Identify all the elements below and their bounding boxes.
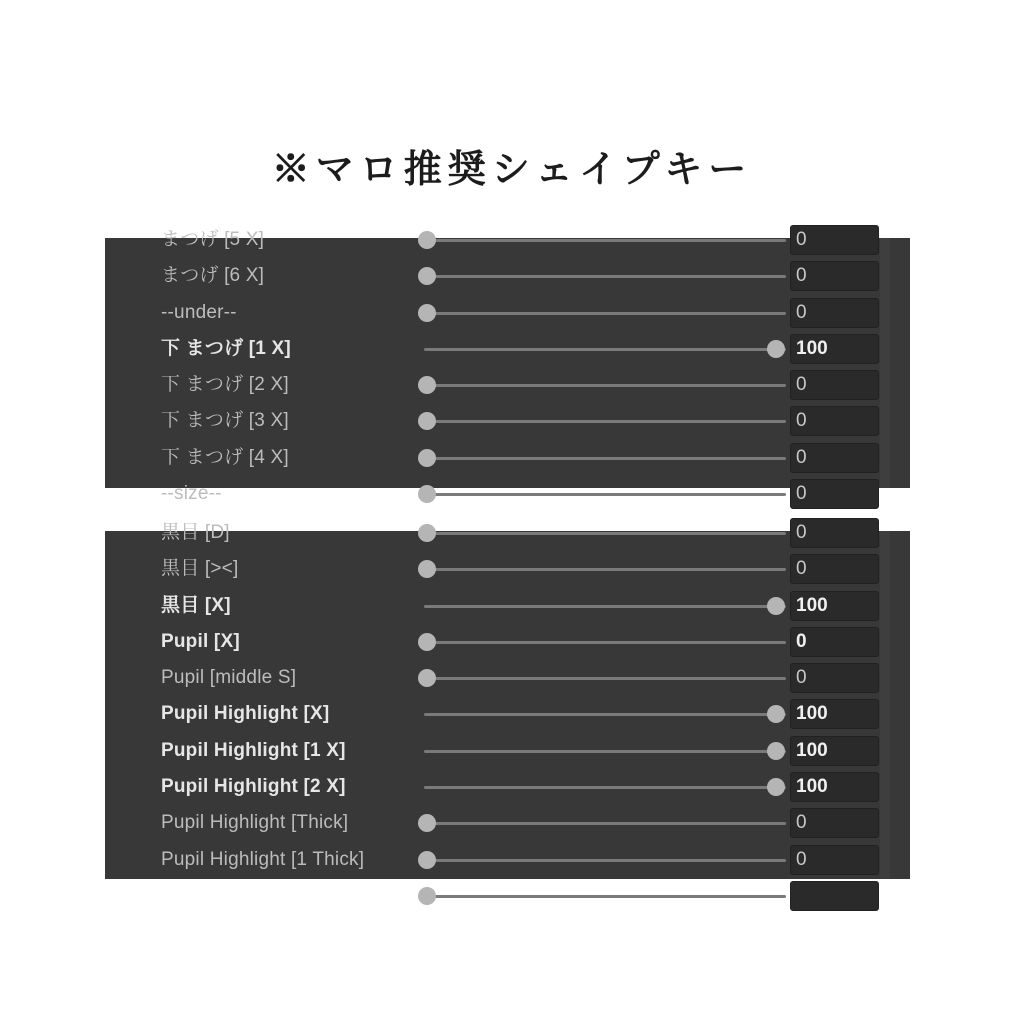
blendshape-row: [105, 295, 910, 331]
blendshape-value-field[interactable]: 0: [790, 845, 879, 875]
blendshape-value-field[interactable]: 0: [790, 808, 879, 838]
slider-thumb[interactable]: [418, 633, 436, 651]
blendshape-slider[interactable]: [418, 222, 782, 258]
blendshape-slider[interactable]: [418, 624, 782, 660]
slider-track[interactable]: [424, 895, 786, 898]
slider-thumb[interactable]: [418, 560, 436, 578]
blendshape-panel-pupils: [105, 522, 910, 879]
blendshape-row: [105, 440, 910, 476]
blendshape-label: 黒目 [D]: [161, 522, 230, 543]
blendshape-label: まつげ [5 X]: [161, 229, 265, 250]
blendshape-value-field[interactable]: 0: [790, 225, 879, 255]
slider-thumb[interactable]: [418, 449, 436, 467]
slider-thumb[interactable]: [767, 597, 785, 615]
slider-thumb[interactable]: [418, 669, 436, 687]
blendshape-label: Pupil Highlight [1 Thick]: [161, 848, 365, 870]
slider-track[interactable]: [424, 457, 786, 460]
slider-track[interactable]: [424, 750, 786, 753]
blendshape-slider[interactable]: [418, 588, 782, 624]
blendshape-slider[interactable]: [418, 769, 782, 805]
scrollbar[interactable]: [880, 531, 890, 879]
blendshape-panel-eyelashes: [105, 229, 910, 505]
slider-thumb[interactable]: [418, 231, 436, 249]
slider-thumb[interactable]: [418, 267, 436, 285]
blendshape-slider[interactable]: [418, 403, 782, 439]
blendshape-value-field[interactable]: 100: [790, 772, 879, 802]
slider-thumb[interactable]: [418, 304, 436, 322]
blendshape-row: [105, 331, 910, 367]
blendshape-label: まつげ [6 X]: [161, 265, 265, 287]
slider-thumb[interactable]: [418, 851, 436, 869]
slider-thumb[interactable]: [418, 887, 436, 905]
blendshape-value-field[interactable]: 0: [790, 298, 879, 328]
slider-thumb[interactable]: [418, 814, 436, 832]
blendshape-row: [105, 588, 910, 624]
blendshape-label: 下 まつげ [2 X]: [161, 374, 289, 396]
blendshape-value-field[interactable]: 0: [790, 479, 879, 509]
blendshape-row: [105, 733, 910, 769]
slider-track[interactable]: [424, 677, 786, 680]
blendshape-value-field[interactable]: 100: [790, 699, 879, 729]
blendshape-value-field[interactable]: 0: [790, 554, 879, 584]
slider-thumb[interactable]: [418, 524, 436, 542]
blendshape-value-field[interactable]: [790, 881, 879, 911]
blendshape-value-field[interactable]: 100: [790, 736, 879, 766]
slider-track[interactable]: [424, 420, 786, 423]
blendshape-slider[interactable]: [418, 805, 782, 841]
blendshape-list: [105, 222, 910, 512]
slider-track[interactable]: [424, 822, 786, 825]
slider-track[interactable]: [424, 605, 786, 608]
slider-thumb[interactable]: [418, 412, 436, 430]
blendshape-label: Pupil Highlight [2 X]: [161, 776, 346, 798]
blendshape-value-field[interactable]: 0: [790, 406, 879, 436]
blendshape-label: Pupil [middle S]: [161, 667, 297, 689]
slider-track[interactable]: [424, 275, 786, 278]
slider-track[interactable]: [424, 384, 786, 387]
blendshape-label: Pupil Highlight [X]: [161, 703, 330, 725]
slider-track[interactable]: [424, 568, 786, 571]
slider-track[interactable]: [424, 312, 786, 315]
slider-track[interactable]: [424, 713, 786, 716]
blendshape-row: [105, 624, 910, 660]
blendshape-row: [105, 476, 910, 512]
blendshape-label: 下 まつげ [3 X]: [161, 410, 289, 432]
blendshape-label: Pupil [X]: [161, 630, 240, 652]
blendshape-slider[interactable]: [418, 733, 782, 769]
slider-thumb[interactable]: [767, 705, 785, 723]
slider-track[interactable]: [424, 532, 786, 535]
slider-track[interactable]: [424, 239, 786, 242]
slider-thumb[interactable]: [767, 742, 785, 760]
blendshape-value-field[interactable]: 100: [790, 334, 879, 364]
blendshape-slider[interactable]: [418, 696, 782, 732]
slider-track[interactable]: [424, 641, 786, 644]
blendshape-row: [105, 660, 910, 696]
blendshape-label: Pupil Highlight [Thick]: [161, 812, 349, 834]
blendshape-slider[interactable]: [418, 331, 782, 367]
blendshape-slider[interactable]: [418, 515, 782, 551]
blendshape-slider[interactable]: [418, 660, 782, 696]
blendshape-label: Pupil Highlight [1 X]: [161, 739, 346, 761]
blendshape-value-field[interactable]: 0: [790, 261, 879, 291]
blendshape-value-field[interactable]: 0: [790, 443, 879, 473]
blendshape-value-field[interactable]: 0: [790, 627, 879, 657]
blendshape-label: --size--: [161, 483, 222, 505]
blendshape-slider[interactable]: [418, 878, 782, 914]
slider-track[interactable]: [424, 493, 786, 496]
blendshape-row: [105, 515, 910, 551]
blendshape-label: 黒目 [X]: [161, 594, 231, 616]
slider-track[interactable]: [424, 786, 786, 789]
blendshape-label: 下 まつげ [4 X]: [161, 446, 289, 468]
slider-thumb[interactable]: [418, 485, 436, 503]
slider-thumb[interactable]: [767, 778, 785, 796]
blendshape-row: [105, 842, 910, 878]
blendshape-list: [105, 515, 910, 914]
blendshape-row: [105, 367, 910, 403]
blendshape-label: --under--: [161, 301, 237, 323]
slider-track[interactable]: [424, 348, 786, 351]
blendshape-row: [105, 696, 910, 732]
blendshape-slider[interactable]: [418, 476, 782, 512]
blendshape-value-field[interactable]: 0: [790, 518, 879, 548]
blendshape-row: [105, 258, 910, 294]
blendshape-slider[interactable]: [418, 551, 782, 587]
blendshape-slider[interactable]: [418, 440, 782, 476]
blendshape-slider[interactable]: [418, 842, 782, 878]
blendshape-row: [105, 551, 910, 587]
blendshape-value-field[interactable]: 0: [790, 663, 879, 693]
blendshape-row: [105, 222, 910, 258]
blendshape-label: 黒目 [><]: [161, 558, 239, 580]
blendshape-row: [105, 403, 910, 439]
slider-thumb[interactable]: [767, 340, 785, 358]
blendshape-value-field[interactable]: 0: [790, 370, 879, 400]
blendshape-slider[interactable]: [418, 258, 782, 294]
blendshape-slider[interactable]: [418, 295, 782, 331]
blendshape-row: [105, 878, 910, 914]
blendshape-value-field[interactable]: 100: [790, 591, 879, 621]
slider-track[interactable]: [424, 859, 786, 862]
slider-thumb[interactable]: [418, 376, 436, 394]
page-title: ※マロ推奨シェイプキー: [271, 146, 753, 191]
blendshape-slider[interactable]: [418, 367, 782, 403]
blendshape-row: [105, 805, 910, 841]
scrollbar[interactable]: [880, 238, 890, 488]
blendshape-label: 下 まつげ [1 X]: [161, 337, 291, 359]
blendshape-row: [105, 769, 910, 805]
